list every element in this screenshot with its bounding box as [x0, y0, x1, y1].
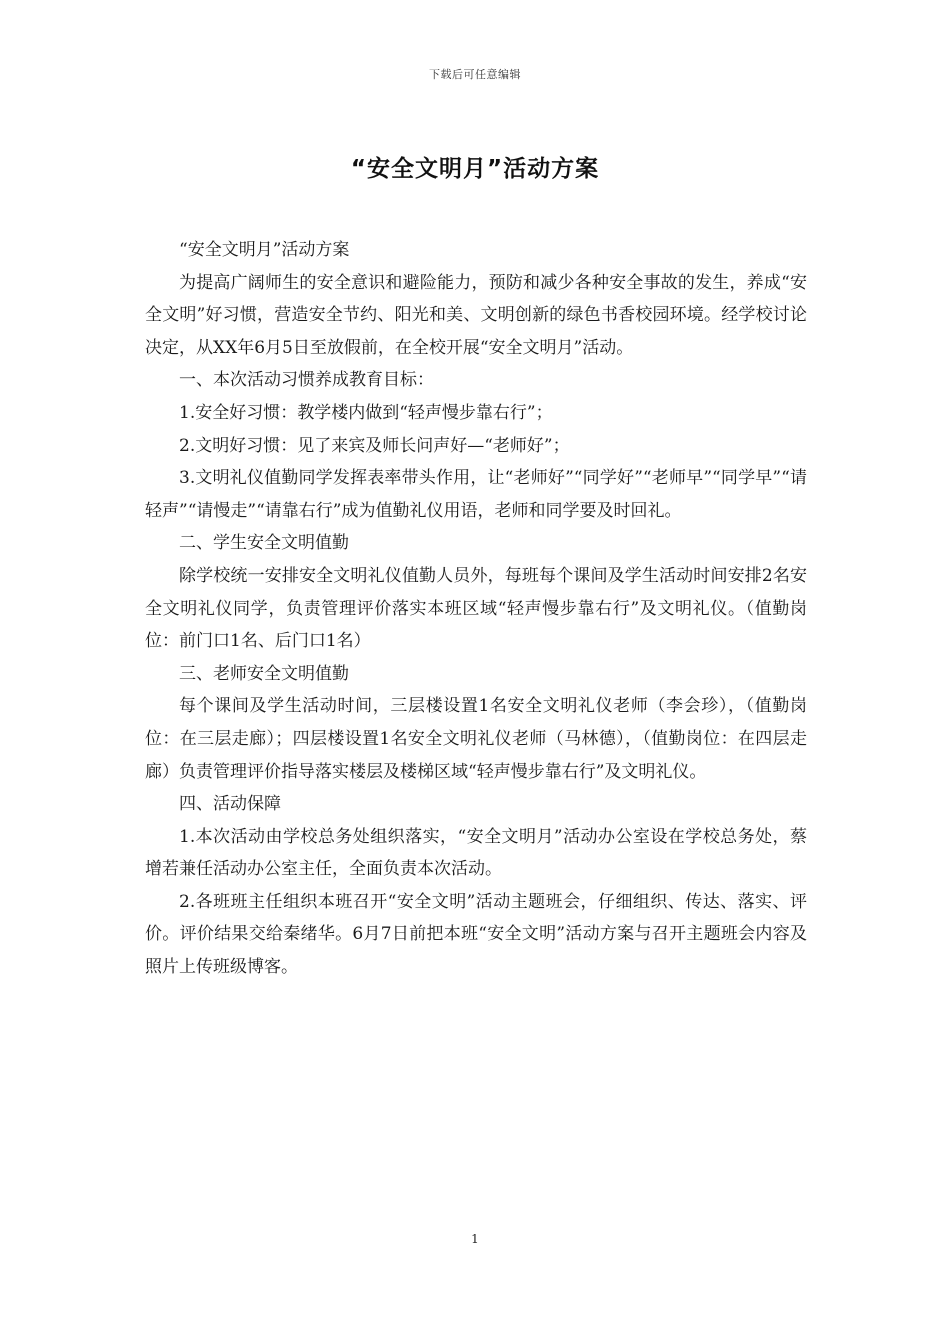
header-note: 下载后可任意编辑 [429, 68, 521, 81]
section-heading-guarantee: 四、活动保障 [179, 794, 281, 815]
document-body [145, 234, 807, 984]
paragraph-teacher-duty: 每个课间及学生活动时间，三层楼设置1名安全文明礼仪老师（李会珍），（值勤岗位：在三层走廊）；四层楼设置1名安全文明礼仪老师（马林德），（值勤岗位：在四层走廊）负责管理评价指导落实楼层及楼梯区域“轻声慢步靠右行”及文明礼仪。 [145, 696, 807, 782]
section-heading-teacher-duty: 三、老师安全文明值勤 [179, 663, 349, 684]
paragraph-subtitle: “安全文明月”活动方案 [179, 240, 350, 260]
paragraph-goal-2: 2.文明好习惯：见了来宾及师长问声好—“老师好”； [179, 435, 570, 456]
document-title: “安全文明月”活动方案 [350, 156, 600, 182]
paragraph-goal-1: 1.安全好习惯：教学楼内做到“轻声慢步靠右行”； [179, 402, 553, 423]
paragraph-student-duty: 除学校统一安排安全文明礼仪值勤人员外，每班每个课间及学生活动时间安排2名安全文明礼仪同学，负责管理评价落实本班区域“轻声慢步靠右行”及文明礼仪。（值勤岗位：前门口1名、后门口1名） [145, 565, 807, 652]
paragraph-guarantee-1: 1.本次活动由学校总务处组织落实，“安全文明月”活动办公室设在学校总务处，蔡增若兼任活动办公室主任，全面负责本次活动。 [145, 826, 807, 880]
section-heading-goals: 一、本次活动习惯养成教育目标： [179, 370, 434, 391]
paragraph-goal-3: 3.文明礼仪值勤同学发挥表率带头作用，让“老师好”“同学好”“老师早”“同学早”“请轻声”“请慢走”“请靠右行”成为值勤礼仪用语，老师和同学要及时回礼。 [145, 468, 807, 521]
section-heading-student-duty: 二、学生安全文明值勤 [179, 533, 349, 554]
paragraph-intro: 为提高广阔师生的安全意识和避险能力，预防和减少各种安全事故的发生，养成“安全文明”好习惯，营造安全节约、阳光和美、文明创新的绿色书香校园环境。经学校讨论决定，从XX年6月5日至放假前，在全校开展“安全文明月”活动。 [145, 272, 807, 358]
paragraph-guarantee-2: 2.各班班主任组织本班召开“安全文明”活动主题班会，仔细组织、传达、落实、评价。评价结果交给秦绪华。6月7日前把本班“安全文明”活动方案与召开主题班会内容及照片上传班级博客。 [145, 891, 807, 978]
page-number: 1 [471, 1232, 479, 1246]
